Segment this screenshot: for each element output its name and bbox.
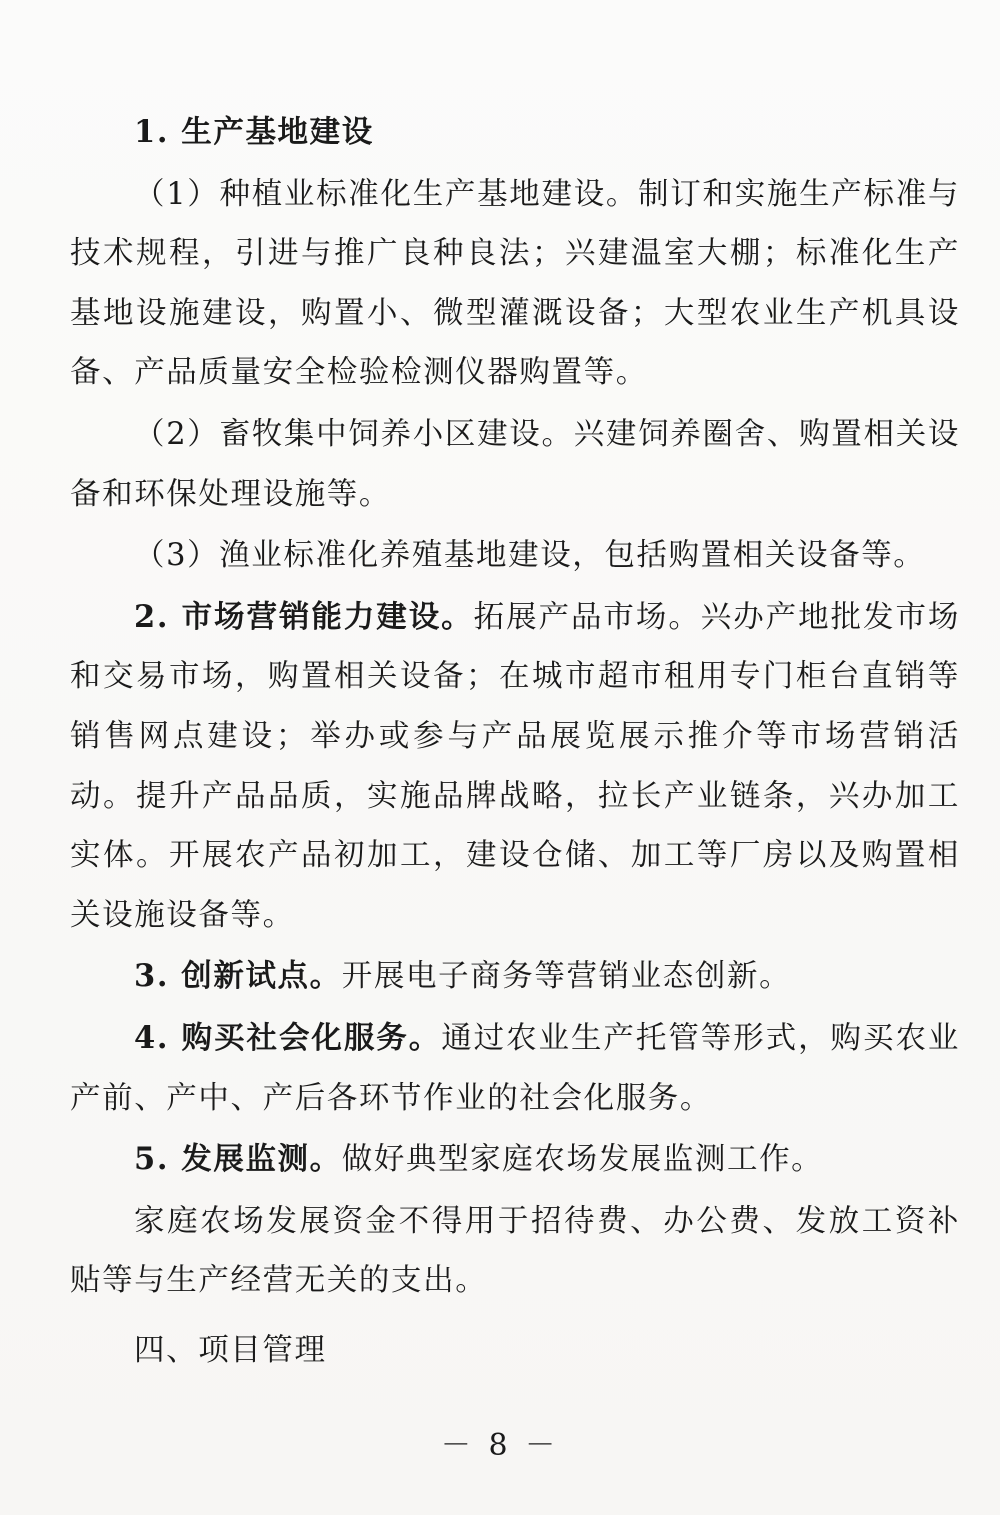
paragraph-production-base [70, 103, 960, 163]
paragraph-fishery [70, 526, 960, 586]
section-heading: 1. 生产基地建设 [134, 114, 374, 150]
paragraph-planting-base [70, 165, 960, 403]
paragraph-text: 拓展产品市场。兴办产地批发市场和交易市场，购置相关设备；在城市超市租用专门柜台直销等销售网点建设；举办或参与产品展览展示推介等市场营销活动。提升产品品质，实施品牌战略，拉长产业链条，兴办加工实体。开展农产品初加工，建设仓储、加工等厂房以及购置相关设施设备等。 [70, 599, 960, 933]
paragraph-monitoring [70, 1130, 960, 1190]
section-heading: 5. 发展监测。 [134, 1141, 342, 1178]
section-heading: 4. 购买社会化服务。 [134, 1019, 442, 1056]
paragraph-text: （2）畜牧集中饲养小区建设。兴建饲养圈舍、购置相关设备和环保处理设施等。 [70, 416, 960, 512]
paragraph-text: （1）种植业标准化生产基地建设。制订和实施生产标准与技术规程，引进与推广良种良法；兴建温室大棚；标准化生产基地设施建设，购置小、微型灌溉设备；大型农业生产机具设备、产品质量安全检验检测仪器购置等。 [70, 176, 960, 391]
paragraph-text: 四、项目管理 [134, 1332, 327, 1368]
paragraph-text: 做好典型家庭农场发展监测工作。 [341, 1142, 824, 1178]
paragraph-text: 家庭农场发展资金不得用于招待费、办公费、发放工资补贴等与生产经营无关的支出。 [70, 1203, 960, 1299]
paragraph-marketing [70, 588, 960, 946]
section-heading: 2. 市场营销能力建设。 [134, 598, 474, 635]
paragraph-livestock [70, 405, 960, 524]
section-title-project-management [70, 1321, 960, 1381]
paragraph-text: 开展电子商务等营销业态创新。 [341, 959, 792, 995]
page-number: － 8 － [440, 1428, 560, 1463]
paragraph-social-services [70, 1009, 960, 1128]
paragraph-text: （3）渔业标准化养殖基地建设，包括购置相关设备等。 [134, 538, 926, 574]
paragraph-innovation [70, 947, 960, 1007]
paragraph-text: 通过农业生产托管等形式，购买农业产前、产中、产后各环节作业的社会化服务。 [70, 1020, 960, 1116]
paragraph-fund-restriction [70, 1192, 960, 1311]
document-body [70, 103, 960, 1380]
section-heading: 3. 创新试点。 [134, 958, 342, 995]
